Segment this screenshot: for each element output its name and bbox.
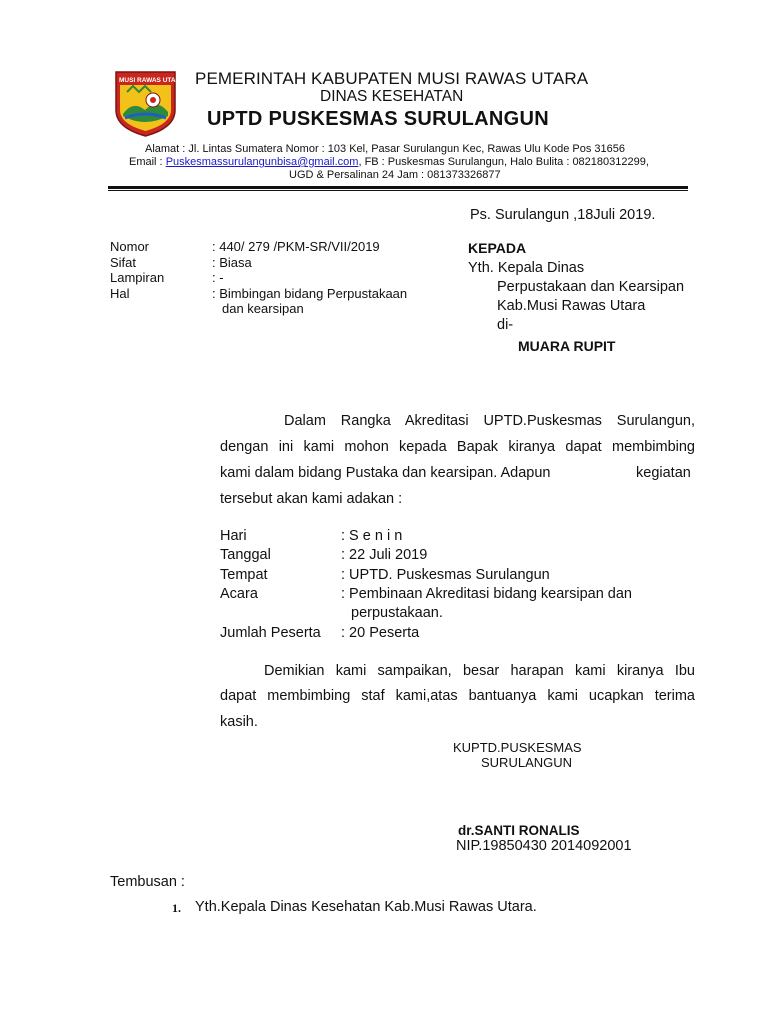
detail-label-acara: Acara [220,586,258,602]
recipient-line-4: di- [497,317,514,333]
letterhead-rule-thin [108,190,688,191]
meta-value-lampiran: : - [212,270,224,285]
detail-label-jumlah: Jumlah Peserta [220,625,321,641]
detail-value-hari: : S e n i n [341,528,403,544]
meta-label-hal: Hal [110,286,130,301]
address-line: Alamat : Jl. Lintas Sumatera Nomor : 103 Kel, Pasar Surulangun Kec, Rawas Ulu Kode Pos 31656 [145,143,625,155]
cc-item-text: Yth.Kepala Dinas Kesehatan Kab.Musi Rawas Utara. [195,899,537,915]
recipient-city: MUARA RUPIT [518,338,616,354]
recipient-line-2: Perpustakaan dan Kearsipan [497,279,685,295]
meta-label-sifat: Sifat [110,255,137,270]
regency-emblem [113,70,185,138]
recipient-line-3: Kab.Musi Rawas Utara [497,298,646,314]
government-title: PEMERINTAH KABUPATEN MUSI RAWAS UTARA [195,69,589,88]
unit-title: UPTD PUSKESMAS SURULANGUN [207,108,549,130]
detail-label-tanggal: Tanggal [220,547,271,563]
signature-title-2: SURULANGUN [481,755,573,770]
meta-label-nomor: Nomor [110,239,150,254]
contact-line [129,156,649,168]
email-link[interactable]: Puskesmassurulangunbisa@gmail.com [165,156,359,168]
body-p1-line-2: dengan ini kami mohon kepada Bapak kiranya dapat membimbing [220,439,695,455]
department-title: DINAS KESEHATAN [320,88,464,105]
body-p1-line-3a: kami dalam bidang Pustaka dan kearsipan. Adapun [220,465,551,481]
body-p1-line-3b: kegiatan [636,465,691,481]
detail-label-hari: Hari [220,528,247,544]
body-p1-line-4: tersebut akan kami adakan : [220,491,403,507]
meta-label-lampiran: Lampiran [110,270,165,285]
signatory-name: dr.SANTI RONALIS [458,823,580,838]
meta-value-sifat: : Biasa [212,255,252,270]
detail-value-tanggal: : 22 Juli 2019 [341,547,428,563]
letterhead-rule-thick [108,186,688,189]
place-date: Ps. Surulangun ,18Juli 2019. [470,207,656,223]
ugd-line: UGD & Persalinan 24 Jam : 081373326877 [289,169,501,181]
detail-value-acara: : Pembinaan Akreditasi bidang kearsipan dan [341,586,632,602]
recipient-line-1: Yth. Kepala Dinas [468,260,585,276]
meta-value-hal: : Bimbingan bidang Perpustakaan [212,286,408,301]
meta-value-hal-cont: dan kearsipan [222,301,304,316]
detail-label-tempat: Tempat [220,567,268,583]
recipient-heading: KEPADA [468,240,527,256]
cc-item-number: 1. [172,901,181,915]
detail-value-tempat: : UPTD. Puskesmas Surulangun [341,567,550,583]
signatory-nip: NIP.19850430 2014092001 [456,838,632,854]
body-p2-line-2: dapat membimbing staf kami,atas bantuanya kami ucapkan terima [220,688,695,704]
body-p2-line-1: Demikian kami sampaikan, besar harapan kami kiranya Ibu [264,663,695,679]
meta-value-nomor: : 440/ 279 /PKM-SR/VII/2019 [212,239,380,254]
email-label: Email : [129,156,166,168]
cc-label: Tembusan : [110,874,185,890]
body-p1-line-1: Dalam Rangka Akreditasi UPTD.Puskesmas Surulangun, [284,413,695,429]
emblem-label: MUSI RAWAS UTARA [119,77,185,84]
detail-value-jumlah: : 20 Peserta [341,625,420,641]
fb-phone-text: , FB : Puskesmas Surulangun, Halo Bulita : 082180312299, [358,156,649,168]
body-p2-line-3: kasih. [220,714,258,730]
signature-title-1: KUPTD.PUSKESMAS [453,740,582,755]
detail-value-acara-cont: perpustakaan. [351,605,443,621]
